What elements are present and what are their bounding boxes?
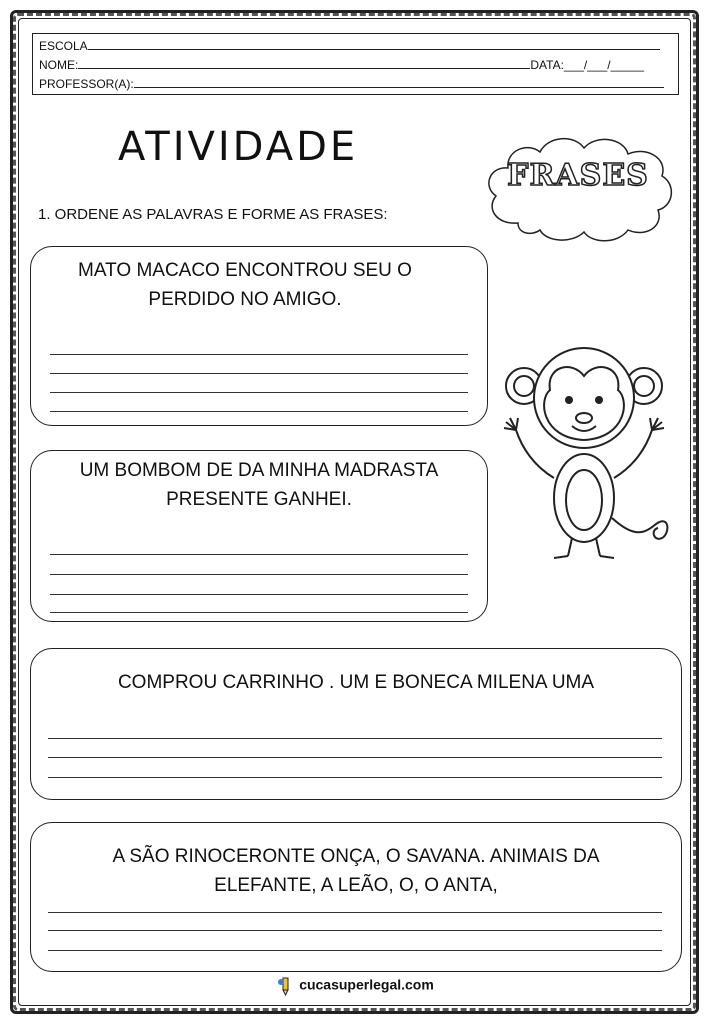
answer-line[interactable] — [50, 612, 468, 613]
teacher-field[interactable] — [134, 76, 664, 88]
pencil-mascot-icon — [275, 976, 295, 996]
name-label: NOME: — [39, 58, 79, 72]
answer-line[interactable] — [50, 392, 468, 393]
footer — [0, 976, 709, 996]
exercise-1-line1: MATO MACACO ENCONTROU SEU O — [78, 260, 412, 281]
answer-line[interactable] — [48, 777, 662, 778]
answer-line[interactable] — [50, 554, 468, 555]
answer-line[interactable] — [48, 738, 662, 739]
answer-line[interactable] — [50, 574, 468, 575]
name-row — [39, 57, 644, 72]
exercise-2-line2: PRESENTE GANHEI. — [166, 489, 352, 510]
footer-site[interactable]: cucasuperlegal.com — [299, 976, 434, 993]
school-row — [39, 38, 660, 53]
answer-line[interactable] — [50, 594, 468, 595]
answer-line[interactable] — [48, 950, 662, 951]
school-field[interactable] — [88, 38, 660, 50]
exercise-3-text — [30, 668, 682, 697]
teacher-row — [39, 76, 664, 91]
school-label: ESCOLA — [39, 39, 88, 53]
teacher-label: PROFESSOR(A): — [39, 77, 134, 91]
answer-line[interactable] — [48, 757, 662, 758]
instruction: 1. ORDENE AS PALAVRAS E FORME AS FRASES: — [38, 206, 388, 223]
exercise-4-line1: A SÃO RINOCERONTE ONÇA, O SAVANA. ANIMAIS DA — [112, 846, 600, 867]
answer-line[interactable] — [48, 930, 662, 931]
exercise-4-text — [30, 842, 682, 900]
badge-frases: FRASES — [507, 158, 649, 193]
exercise-1-text — [30, 256, 460, 314]
exercise-3-line1: COMPROU CARRINHO . UM E BONECA MILENA UMA — [117, 672, 595, 693]
answer-line[interactable] — [50, 411, 468, 412]
exercise-1-line2: PERDIDO NO AMIGO. — [148, 289, 342, 310]
date-field[interactable]: ___/___/_____ — [563, 58, 644, 72]
page-title: ATIVIDADE — [118, 124, 359, 170]
date-label: DATA: — [530, 58, 564, 72]
monkey-icon — [494, 338, 684, 578]
header-form — [32, 33, 679, 95]
answer-line[interactable] — [50, 354, 468, 355]
answer-line[interactable] — [48, 912, 662, 913]
exercise-2-line1: UM BOMBOM DE DA MINHA MADRASTA — [79, 460, 439, 481]
exercise-2-text — [30, 456, 488, 514]
name-field[interactable] — [78, 57, 530, 69]
exercise-4-line2: ELEFANTE, A LEÃO, O, O ANTA, — [214, 875, 498, 896]
answer-line[interactable] — [50, 373, 468, 374]
